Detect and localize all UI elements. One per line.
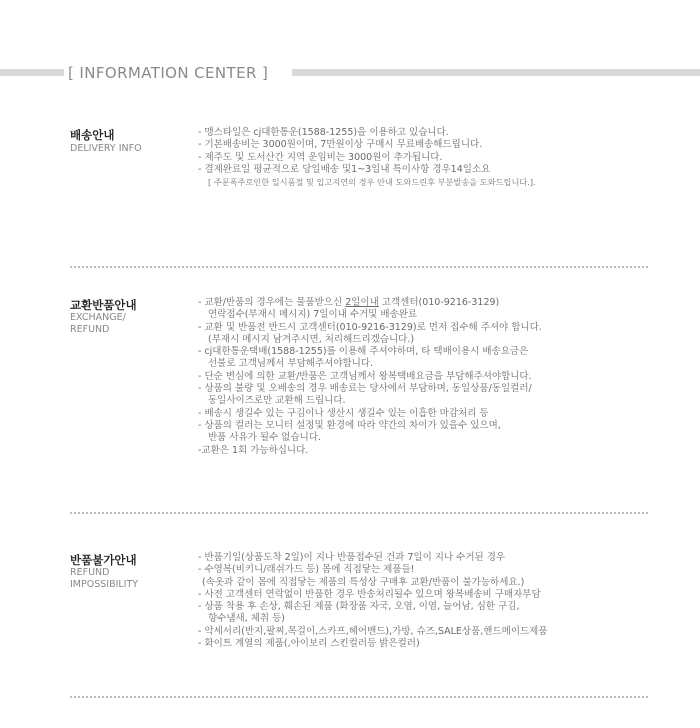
list-item (198, 322, 542, 347)
header-bar-left (0, 69, 64, 76)
item-continued: (부재시 메시지 남겨주시면, 처리해드리겠습니다.) (208, 333, 415, 345)
exchange-title: 교환반품안내 (70, 298, 137, 312)
list-item: - 결제완료일 평균적으로 당일배송 및1~3일내 특이사항 경우14일소요 (198, 163, 491, 175)
item-text: - 교환/반품의 경우에는 물품받으신 (198, 297, 346, 308)
delivery-title: 배송안내 (70, 128, 115, 142)
list-item: - 단순 변심에 의한 교환/반품은 고객님께서 왕복택배요금을 부담해주셔야합니다. (198, 370, 532, 382)
item-text: - 상품의 불량 및 오배송의 경우 배송료는 당사에서 부담하며, 동일상품/동일컬러/ (198, 383, 532, 395)
refund-impossible-title-en (70, 567, 180, 591)
delivery-title-en: DELIVERY INFO (70, 143, 142, 154)
section-divider (70, 512, 648, 514)
list-item (198, 346, 542, 371)
item-underlined: 2일이내 (345, 297, 379, 308)
exchange-title-en (70, 312, 180, 336)
delivery-note: [ 주문폭주로인한 일시품절 및 입고지연의 경우 안내 도와드린후 부분발송을 도와드립니다.]. (208, 177, 536, 188)
list-item: - 사전 고객센터 연락없이 반품한 경우 반송처리될수 있으며 왕복배송비 구매자부담 (198, 588, 541, 600)
refund-title-en-2: IMPOSSIBILITY (70, 579, 139, 590)
list-item: - 화이트 계열의 제품(,아이보리 스킨컬러등 밝은컬러) (198, 638, 420, 650)
exchange-items (198, 297, 542, 457)
exchange-title-en-2: REFUND (70, 324, 110, 335)
item-text: - 상품 착용 후 손상, 훼손된 제품 (화장품 자국, 오염, 이염, 늘어남, 심한 구김, (198, 601, 520, 613)
refund-title-en-1: REFUND (70, 567, 110, 578)
list-item: - 기본배송비는 3000원이며, 7만원이상 구매시 무료배송해드립니다. (198, 139, 483, 151)
item-continued: (속옷과 같이 몸에 직접닿는 제품의 특성상 구매후 교환/반품이 불가능하세요.) (202, 576, 525, 588)
item-text: - 상품의 컬러는 모니터 설정및 환경에 따라 약간의 차이가 있을수 있으며, (198, 419, 501, 431)
header-bar-right (292, 69, 700, 76)
section-divider (70, 696, 648, 698)
list-item (198, 420, 542, 445)
item-text: - cj대한통운택배(1588-1255)를 이용해 주셔야하며, 타 택배이용시 배송요금은 (198, 346, 529, 358)
list-item: - 악세서리(반지,팔찌,목걸이,스카프,헤어밴드),가방, 슈즈,SALE상품,핸드메이드제품 (198, 625, 548, 637)
item-continued: 반품 사유가 될수 없습니다. (208, 432, 322, 444)
item-continued: 동일사이즈로만 교환해 드립니다. (208, 395, 346, 407)
list-item: - 배송시 생길수 있는 구김이나 생산시 생길수 있는 이흡한 마감처리 등 (198, 407, 489, 419)
item-continued: 연락접수(부재시 메시지) 7일이내 수거및 배송완료 (208, 309, 418, 321)
refund-impossible-items (198, 552, 548, 650)
item-continued: 향수냄새, 체취 등) (208, 613, 286, 625)
section-divider (70, 266, 648, 268)
exchange-title-en-1: EXCHANGE/ (70, 312, 126, 323)
page-title: [ INFORMATION CENTER ] (68, 64, 269, 82)
list-item: - 제주도 및 도서산간 지역 운임비는 3000원이 추가됩니다. (198, 151, 443, 163)
list-item: - 맹스타일은 cj대한통운(1588-1255)을 이용하고 있습니다. (198, 127, 449, 138)
item-text: 고객센터(010-9216-3129) (378, 297, 500, 308)
list-item (198, 564, 548, 589)
list-item (198, 297, 542, 322)
list-item (198, 383, 542, 408)
item-text: - 교환 및 반품전 반드시 고객센터(010-9216-3129)로 먼저 접수해 주셔야 합니다. (198, 321, 542, 333)
list-item (198, 601, 548, 626)
item-continued: 선불로 고객님께서 부담해주셔야합니다. (208, 358, 374, 370)
list-item: - 반품기일(상품도착 2일)이 지나 반품접수된 건과 7일이 지나 수거된 경우 (198, 552, 506, 563)
list-item: -교환은 1회 가능하십니다. (198, 444, 309, 456)
item-text: - 수영복(비키니/래쉬가드 등) 몸에 직접닿는 제품들! (198, 564, 415, 576)
delivery-items (198, 127, 536, 188)
refund-impossible-title: 반품불가안내 (70, 553, 137, 567)
